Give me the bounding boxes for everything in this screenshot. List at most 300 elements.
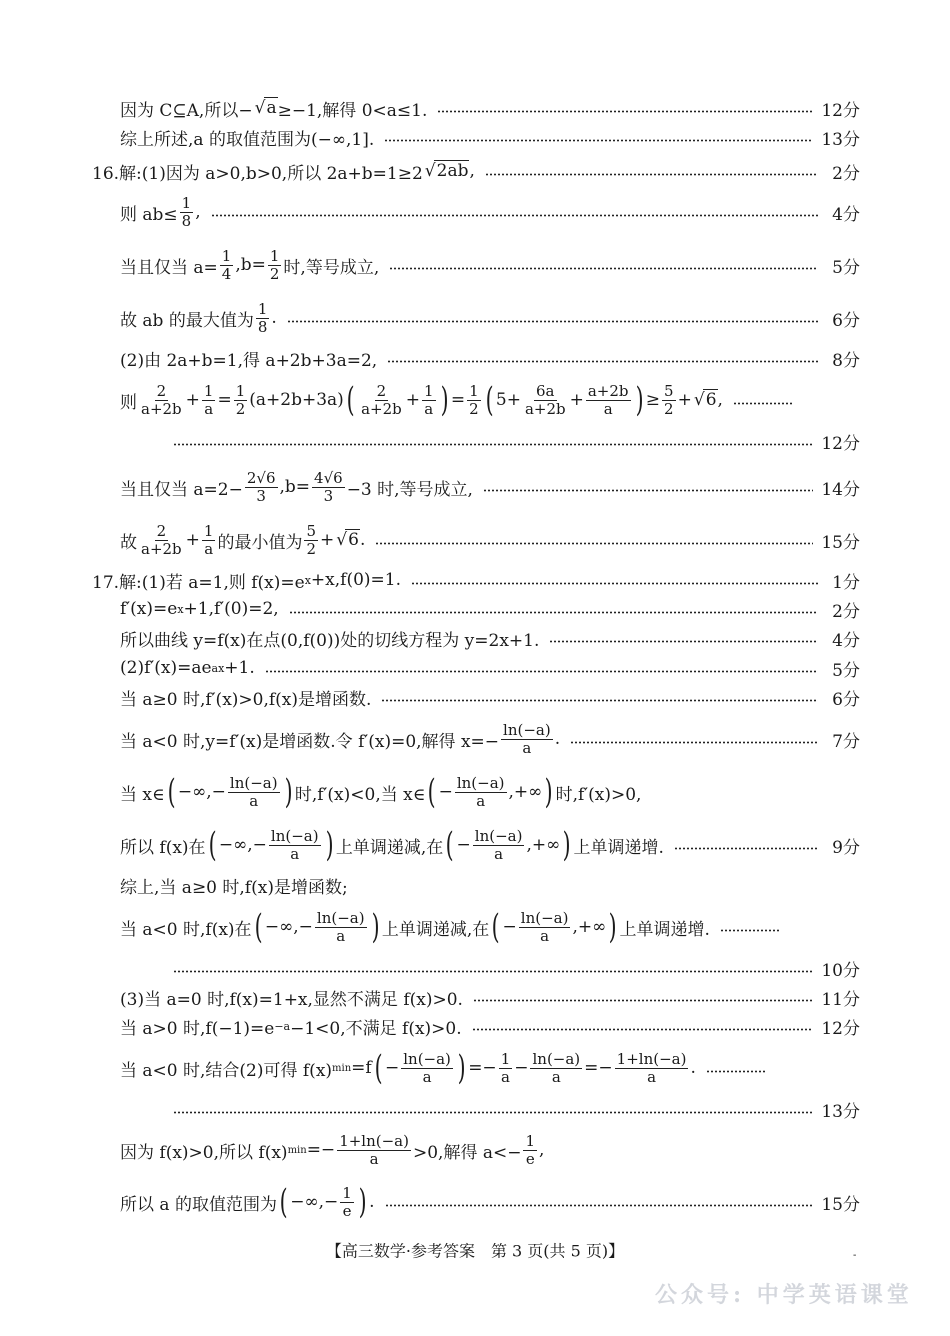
answer-line (120, 719, 860, 759)
text-segment: 当 a>0 时,f(−1)=e (120, 1018, 275, 1039)
subscript: min (287, 1144, 307, 1156)
radicand: √ 2ab (434, 160, 470, 181)
answer-line (120, 677, 860, 717)
fraction (256, 301, 270, 336)
text-segment: 17.解:(1)若 a=1,则 f(x)=e (92, 572, 305, 593)
score-label: 12分 (821, 433, 860, 454)
big-paren: ( (167, 772, 176, 812)
answer-line (120, 298, 860, 338)
score-label: 11分 (821, 989, 860, 1010)
dot-leader (211, 214, 818, 217)
big-paren: ) (608, 907, 617, 947)
denominator: 2 (306, 539, 317, 558)
numerator: 4√6 (314, 468, 343, 487)
dot-leader (485, 173, 818, 176)
text-segment: = (217, 390, 232, 410)
line-content (120, 825, 664, 865)
dot-leader (387, 360, 818, 363)
dot-leader (173, 443, 813, 446)
denominator: a (424, 399, 434, 418)
line-content (120, 626, 539, 651)
answer-line (120, 380, 793, 420)
numerator: 1 (181, 193, 192, 212)
square-root (334, 530, 360, 550)
text-segment: 上单调递减,在 (381, 919, 490, 940)
numerator: 2√6 (246, 468, 276, 487)
text-segment: 当 a≥0 时,f′(x)>0,f(x)是增函数. (120, 689, 372, 710)
score-label: 9分 (832, 837, 860, 858)
radicand: √ a (264, 97, 278, 118)
text-segment: 所以曲线 y=f(x)在点(0,f(0))处的切线方程为 y=2x+1. (120, 630, 540, 651)
fraction (586, 383, 631, 418)
text-segment: =f (351, 1058, 372, 1078)
big-paren: ) (284, 772, 293, 812)
denominator: a (249, 791, 259, 810)
numerator: 1 (257, 299, 268, 318)
line-content (120, 907, 710, 947)
dot-leader (385, 1204, 814, 1207)
big-paren: ( (491, 907, 500, 947)
dot-leader (173, 970, 813, 973)
text-segment: , (195, 202, 201, 222)
subscript: min (332, 1062, 352, 1074)
line-content (120, 1133, 544, 1168)
fraction (337, 1133, 411, 1168)
numerator: 1 (203, 381, 214, 400)
text-segment: 当 x∈ (120, 784, 165, 805)
text-segment: 所以 a 的取值范围为 (120, 1194, 277, 1215)
radicand: √ 6 (703, 389, 718, 410)
text-segment: 因为 f(x)>0,所以 f(x) (120, 1142, 288, 1163)
numerator: 1 (269, 246, 280, 265)
denominator: a (422, 1067, 432, 1086)
numerator: ln(−a) (532, 1049, 581, 1068)
text-segment: + (677, 390, 692, 410)
text-segment: 综上,当 a≥0 时,f(x)是增函数; (120, 877, 348, 898)
text-segment: 5+ (495, 390, 521, 410)
denominator: a+2b (361, 399, 402, 418)
fraction (202, 383, 216, 418)
text-segment: −∞,− (177, 782, 226, 802)
text-segment: −∞,− (290, 1192, 339, 1212)
text-segment: . (690, 1058, 696, 1078)
dot-leader (289, 611, 818, 614)
dot-leader (706, 1070, 766, 1073)
text-segment: 16.解:(1)因为 a>0,b>0,所以 2a+b=1≥2 (92, 163, 423, 184)
text-segment: 当 a<0 时,f(x)在 (120, 919, 252, 940)
fraction (304, 523, 318, 558)
dot-leader (381, 699, 818, 702)
text-segment: − (502, 917, 517, 937)
fraction (220, 248, 234, 283)
text-segment: 当且仅当 a= (120, 257, 218, 278)
text-segment: (a+2b+3a) (249, 390, 344, 410)
score-label: 8分 (832, 350, 860, 371)
fraction (139, 523, 184, 558)
page-footer: 【高三数学·参考答案 第 3 页(共 5 页)】 (325, 1241, 625, 1261)
answer-line (120, 467, 860, 507)
denominator: a (647, 1067, 657, 1086)
line-content (120, 380, 723, 420)
text-segment: ,b= (235, 255, 266, 275)
answer-line (120, 192, 860, 232)
numerator: ln(−a) (270, 826, 319, 845)
text-segment: −∞,− (218, 835, 267, 855)
line-content (120, 1182, 375, 1222)
denominator: e (525, 1149, 535, 1168)
denominator: a (369, 1149, 379, 1168)
denominator: a (336, 926, 346, 945)
denominator: a (204, 539, 214, 558)
superscript: −a (274, 1019, 291, 1033)
text-segment: (3)当 a=0 时,f(x)=1+x,显然不满足 f(x)>0. (120, 989, 463, 1010)
square-root (253, 98, 278, 118)
text-segment: =− (468, 1058, 497, 1078)
dot-leader (733, 402, 793, 405)
big-paren: ) (371, 907, 380, 947)
square-root (692, 390, 718, 410)
text-segment: , (717, 390, 723, 410)
text-segment: , (539, 1140, 545, 1160)
numerator: ln(−a) (316, 908, 365, 927)
answer-line (120, 338, 860, 378)
text-segment: ,+∞ (526, 835, 561, 855)
numerator: 1+ln(−a) (616, 1049, 687, 1068)
fraction (228, 775, 280, 810)
denominator: 3 (256, 486, 266, 505)
text-segment: 上单调递减,在 (335, 837, 444, 858)
line-content (92, 159, 475, 184)
big-paren: ) (562, 825, 571, 865)
score-label: 6分 (832, 689, 860, 710)
score-label: 2分 (832, 163, 860, 184)
fraction (523, 383, 568, 418)
numerator: 1+ln(−a) (339, 1131, 409, 1150)
fraction (180, 195, 194, 230)
fraction (340, 1185, 354, 1220)
text-segment: 因为 C⊆A,所以− (120, 100, 253, 121)
denominator: a (603, 399, 613, 418)
numerator: ln(−a) (229, 773, 278, 792)
numerator: 1 (221, 246, 232, 265)
watermark: 公众号: 中学英语课堂 (655, 1282, 913, 1308)
fraction (268, 248, 282, 283)
dot-leader (549, 640, 818, 643)
text-segment: − (456, 835, 471, 855)
numerator: ln(−a) (503, 720, 551, 739)
text-segment: 当 a<0 时,结合(2)可得 f(x) (120, 1060, 333, 1081)
denominator: 2 (269, 264, 280, 283)
big-paren: ) (635, 380, 644, 420)
numerator: 2 (156, 521, 167, 540)
answer-line (163, 1089, 860, 1129)
big-paren: ) (544, 772, 553, 812)
text-segment: + (569, 390, 584, 410)
fraction (662, 383, 676, 418)
answer-line (163, 421, 860, 461)
text-segment: +1,f′(0)=2, (183, 599, 279, 619)
fraction (519, 910, 571, 945)
dot-leader (375, 542, 813, 545)
big-paren: ( (208, 825, 217, 865)
text-segment: 当 a<0 时,y=f′(x)是增函数.令 f′(x)=0,解得 x=− (120, 731, 500, 752)
fraction (467, 383, 481, 418)
numerator: 2 (376, 381, 387, 400)
answer-line (120, 1048, 766, 1088)
denominator: 8 (181, 211, 192, 230)
score-label: 4分 (832, 630, 860, 651)
denominator: 4 (221, 264, 232, 283)
big-paren: ) (457, 1048, 466, 1088)
line-content (120, 523, 365, 558)
text-segment: ,+∞ (572, 917, 607, 937)
big-paren: ) (325, 825, 334, 865)
line-content (120, 599, 279, 619)
dot-leader (483, 489, 813, 492)
line-content (120, 772, 642, 812)
denominator: e (342, 1201, 352, 1220)
text-segment: . (359, 530, 366, 550)
text-segment: 当且仅当 a=2− (120, 479, 243, 500)
answer-line (120, 825, 860, 865)
big-paren: ( (279, 1182, 288, 1222)
answer-line (120, 245, 860, 285)
text-segment: 时,等号成立, (283, 257, 380, 278)
dot-leader (173, 1111, 813, 1114)
text-segment: 所以 f(x)在 (120, 837, 206, 858)
score-label: 14分 (821, 479, 860, 500)
score-label: 6分 (832, 310, 860, 331)
line-content (120, 1048, 696, 1088)
fraction (312, 470, 345, 505)
text-segment: 故 (120, 532, 137, 553)
denominator: a+2b (141, 399, 182, 418)
line-content (120, 125, 374, 150)
numerator: ln(−a) (456, 773, 505, 792)
denominator: a (476, 791, 486, 810)
text-segment: − (514, 1058, 529, 1078)
fraction (523, 1133, 537, 1168)
denominator: a (290, 844, 300, 863)
text-segment: −3 时,等号成立, (346, 479, 473, 500)
numerator: 6a (536, 381, 555, 400)
score-label: 5分 (832, 660, 860, 681)
text-segment: 的最小值为 (217, 532, 303, 553)
big-paren: ) (358, 1182, 367, 1222)
text-segment: (2)f′(x)=ae (120, 658, 212, 678)
line-content (120, 873, 348, 898)
text-segment: 则 (120, 392, 137, 413)
fraction (422, 383, 436, 418)
text-segment: + (405, 390, 420, 410)
text-segment: −1<0,不满足 f(x)>0. (290, 1018, 462, 1039)
line-content (120, 658, 255, 678)
fraction (234, 383, 248, 418)
superscript: ax (211, 661, 225, 675)
text-segment: + (185, 530, 200, 550)
footer-mark: - (853, 1250, 857, 1261)
score-label: 7分 (832, 731, 860, 752)
denominator: a+2b (524, 399, 566, 418)
numerator: 1 (342, 1183, 352, 1202)
numerator: 1 (235, 381, 246, 400)
score-label: 13分 (821, 1101, 860, 1122)
dot-leader (674, 847, 818, 850)
text-segment: − (438, 782, 453, 802)
numerator: 5 (306, 521, 317, 540)
text-segment: + (320, 530, 335, 550)
superscript: x (177, 602, 184, 616)
fraction (315, 910, 367, 945)
big-paren: ( (485, 380, 494, 420)
denominator: 2 (469, 399, 479, 418)
numerator: ln(−a) (520, 908, 569, 927)
dot-leader (437, 110, 813, 113)
line-content (120, 685, 371, 710)
denominator: 2 (664, 399, 674, 418)
fraction (530, 1051, 582, 1086)
denominator: 3 (323, 486, 334, 505)
score-label: 5分 (832, 257, 860, 278)
text-segment: − (384, 1058, 400, 1078)
fraction (401, 1051, 453, 1086)
score-label: 15分 (821, 532, 860, 553)
score-label: 15分 (821, 1194, 860, 1215)
big-paren: ( (427, 772, 436, 812)
fraction (473, 828, 525, 863)
text-segment: . (271, 308, 277, 328)
denominator: a (540, 926, 550, 945)
text-segment: −∞,− (264, 917, 313, 937)
fraction (269, 828, 321, 863)
big-paren: ( (445, 825, 454, 865)
text-segment: . (369, 1192, 375, 1212)
line-content (120, 1014, 462, 1039)
text-segment: 则 ab≤ (120, 204, 178, 225)
text-segment: f′(x)=e (120, 599, 178, 619)
dot-leader (384, 139, 813, 142)
dot-leader (473, 999, 813, 1002)
numerator: a+2b (587, 381, 629, 400)
answer-line (92, 151, 860, 191)
numerator: 1 (203, 521, 214, 540)
numerator: 1 (424, 381, 434, 400)
answer-line (120, 1006, 860, 1046)
numerator: 1 (525, 1131, 536, 1150)
text-segment: 综上所述,a 的取值范围为(−∞,1]. (120, 129, 375, 150)
denominator: 2 (235, 399, 246, 418)
denominator: 8 (257, 317, 268, 336)
big-paren: ( (374, 1048, 383, 1088)
text-segment: 上单调递增. (619, 919, 710, 940)
dot-leader (720, 929, 780, 932)
denominator: a (494, 844, 504, 863)
line-content (120, 301, 277, 336)
numerator: 5 (664, 381, 674, 400)
text-segment: 故 ab 的最大值为 (120, 310, 254, 331)
answer-line (120, 772, 641, 812)
numerator: 2 (156, 381, 167, 400)
numerator: ln(−a) (474, 826, 523, 845)
line-content (120, 722, 560, 757)
big-paren: ) (440, 380, 449, 420)
text-segment: ,+∞ (508, 782, 543, 802)
score-label: 2分 (832, 601, 860, 622)
denominator: a+2b (141, 539, 182, 558)
fraction (499, 1051, 513, 1086)
text-segment: (2)由 2a+b=1,得 a+2b+3a=2, (120, 350, 378, 371)
text-segment: +x,f(0)=1. (310, 570, 401, 590)
dot-leader (265, 670, 818, 673)
numerator: 1 (500, 1049, 511, 1068)
line-content (120, 470, 473, 505)
line-content (120, 346, 377, 371)
denominator: a (522, 738, 532, 757)
denominator: a (551, 1067, 561, 1086)
numerator: ln(−a) (403, 1049, 451, 1068)
text-segment: 时,f′(x)>0, (555, 784, 642, 805)
text-segment: ≥ (645, 390, 661, 410)
fraction (455, 775, 507, 810)
score-label: 12分 (821, 1018, 860, 1039)
text-segment: ,b= (279, 477, 311, 497)
text-segment: 上单调递增. (573, 837, 664, 858)
numerator: 1 (469, 381, 479, 400)
answer-line (120, 907, 780, 947)
answer-line (120, 1130, 544, 1170)
text-segment: ≥−1,解得 0<a≤1. (277, 100, 428, 121)
denominator: a (500, 1067, 510, 1086)
dot-leader (411, 582, 818, 585)
text-segment: = (450, 390, 466, 410)
text-segment: +1. (224, 658, 255, 678)
text-segment: + (185, 390, 200, 410)
radicand: √ 6 (345, 529, 360, 550)
fraction (615, 1051, 689, 1086)
answer-line (120, 865, 348, 905)
score-label: 1分 (832, 572, 860, 593)
answer-line (120, 520, 860, 560)
fraction (501, 722, 553, 757)
text-segment: 时,f′(x)<0,当 x∈ (294, 784, 426, 805)
square-root (423, 161, 470, 181)
text-segment: , (469, 161, 475, 181)
denominator: a (204, 399, 214, 418)
score-label: 4分 (832, 204, 860, 225)
score-label: 10分 (821, 960, 860, 981)
fraction (245, 470, 278, 505)
dot-leader (287, 320, 818, 323)
score-label: 13分 (821, 129, 860, 150)
line-content (120, 195, 201, 230)
text-segment: . (554, 729, 561, 749)
score-label: 12分 (821, 100, 860, 121)
answer-line (120, 1182, 860, 1222)
text-segment: >0,解得 a<− (412, 1142, 522, 1163)
fraction (359, 383, 404, 418)
text-segment: =− (584, 1058, 613, 1078)
dot-leader (570, 741, 818, 744)
big-paren: ( (254, 907, 263, 947)
fraction (139, 383, 184, 418)
line-content (120, 248, 379, 283)
dot-leader (472, 1028, 814, 1031)
dot-leader (389, 267, 818, 270)
fraction (202, 523, 216, 558)
text-segment: =− (306, 1140, 336, 1160)
big-paren: ( (346, 380, 355, 420)
superscript: x (304, 573, 311, 587)
